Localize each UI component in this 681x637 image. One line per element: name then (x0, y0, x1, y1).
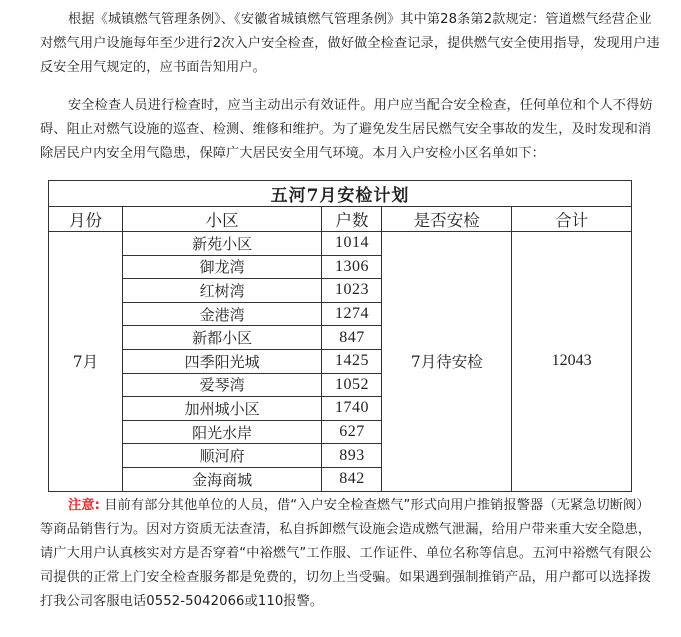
community-name: 爱琴湾 (122, 373, 322, 397)
header-month: 月份 (49, 207, 123, 232)
community-name: 阳光水岸 (122, 420, 322, 444)
table-header-row (49, 207, 632, 232)
household-count: 842 (322, 467, 382, 491)
header-households: 户数 (322, 207, 382, 232)
household-count: 1023 (322, 279, 382, 303)
intro-paragraph-inspection: 安全检查人员进行检查时，应当主动出示有效证件。用户应当配合安全检查，任何单位和个人不得妨碍、阻止对燃气设施的巡查、检测、维修和维护。为了避免发生居民燃气安全事故的发生，及时发现和消除居民户内安全用气隐患，保障广大居民安全用气环境。本月入户安检小区名单如下： (40, 98, 653, 161)
community-name: 加州城小区 (122, 397, 322, 421)
community-name: 金海商城 (122, 467, 322, 491)
community-name: 新都小区 (122, 326, 322, 350)
notice-label: 注意: (68, 498, 100, 513)
household-count: 847 (322, 326, 382, 350)
total-cell: 12043 (512, 232, 632, 492)
household-count: 1740 (322, 397, 382, 421)
community-name: 红树湾 (122, 279, 322, 303)
header-inspected: 是否安检 (382, 207, 512, 232)
inspection-status-cell: 7月待安检 (382, 232, 512, 492)
community-name: 金港湾 (122, 302, 322, 326)
household-count: 627 (322, 420, 382, 444)
household-count: 1052 (322, 373, 382, 397)
community-name: 新苑小区 (122, 232, 322, 256)
inspection-plan-table (48, 180, 632, 492)
household-count: 1014 (322, 232, 382, 256)
month-cell: 7月 (49, 232, 123, 492)
intro-paragraph-regulation: 根据《城镇燃气管理条例》、《安徽省城镇燃气管理条例》其中第28条第2款规定：管道燃气经营企业对燃气用户设施每年至少进行2次入户安全检查，做好做全检查记录，提供燃气安全使用指导，发现用户违反安全用气规定的，应书面告知用户。 (40, 12, 660, 75)
household-count: 893 (322, 444, 382, 468)
community-name: 四季阳光城 (122, 349, 322, 373)
notice-text: 目前有部分其他单位的人员，借“入户安全检查燃气”形式向用户推销报警器（无紧急切断阀）等商品销售行为。因对方资质无法查清，私自拆卸燃气设施会造成燃气泄漏，给用户带来重大安全隐患，请广大用户认真核实对方是否穿着“中裕燃气”工作服、工作证件、单位名称等信息。五河中裕燃气有限公司提供的正常上门安全检查服务都是免费的，切勿上当受骗。如果遇到强制推销产品，用户都可以选择拨打我公司客服电话0552-5042066或110报警。 (40, 498, 652, 609)
header-total: 合计 (512, 207, 632, 232)
table-row (49, 232, 632, 256)
warning-notice (40, 494, 660, 614)
community-name: 顺河府 (122, 444, 322, 468)
household-count: 1274 (322, 302, 382, 326)
household-count: 1306 (322, 255, 382, 279)
table-title: 五河7月安检计划 (49, 181, 632, 207)
household-count: 1425 (322, 349, 382, 373)
community-name: 御龙湾 (122, 255, 322, 279)
header-community: 小区 (122, 207, 322, 232)
